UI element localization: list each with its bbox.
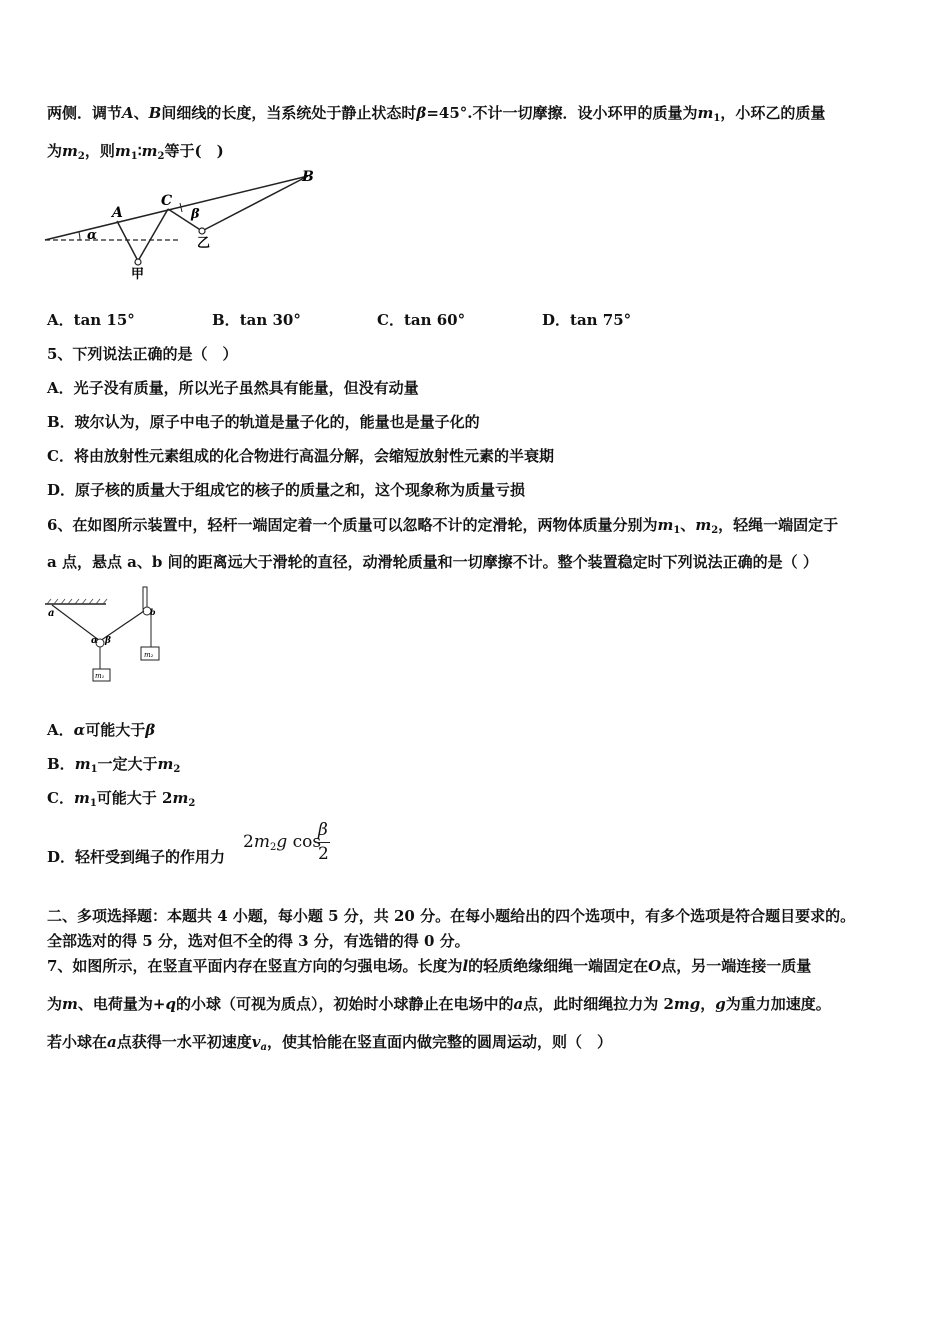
text: 点获得一水平初速度 [116, 1033, 252, 1051]
q6-figure [42, 585, 167, 685]
m-symbol: m [141, 142, 158, 160]
a-symbol: a [513, 995, 524, 1013]
subscript: 2 [711, 525, 719, 536]
ring-jia [135, 259, 141, 265]
text: 间细线的长度，当系统处于静止状态时 [161, 104, 417, 122]
light-rod [143, 587, 147, 609]
point-a: A [122, 104, 134, 122]
g-symbol: g [715, 995, 726, 1013]
label-a: a [48, 608, 55, 619]
subscript: 1 [673, 525, 681, 536]
text: 为 [47, 995, 63, 1013]
text: 一定大于 [97, 755, 158, 773]
label-alpha: α [87, 228, 98, 243]
rope-a-jia [117, 221, 138, 261]
m-symbol: m [62, 142, 78, 160]
text: 可能大于 2 [96, 789, 173, 807]
m-symbol: m [657, 516, 674, 534]
text: ，则 [84, 142, 115, 160]
text: 可能大于 [85, 721, 146, 739]
o-symbol: O [648, 957, 662, 975]
option-text: tan 60° [403, 311, 466, 329]
option-letter: C． [47, 789, 74, 807]
label-beta: β [105, 636, 111, 646]
text: 、 [133, 104, 149, 122]
q6-stem-line-1 [47, 514, 838, 536]
a-symbol: a [107, 1033, 117, 1051]
q5-option-d[interactable]: D．原子核的质量大于组成它的核子的质量之和，这个现象称为质量亏损 [47, 481, 526, 499]
subscript: 1 [713, 113, 721, 124]
text: 6、在如图所示装置中，轻杆一端固定着一个质量可以忽略不计的定滑轮，两物体质量分别为 [47, 516, 658, 534]
subscript: 1 [90, 764, 98, 775]
q6-stem-line-2: a 点，悬点 a、b 间的距离远大于滑轮的直径，动滑轮质量和一切摩擦不计。整个装置稳定时下列说法正确的是（ ） [47, 553, 818, 571]
q4-option-c[interactable] [377, 309, 465, 330]
option-text: D．轻杆受到绳子的作用力 [47, 848, 226, 866]
text: 点，此时细绳拉力为 2 [523, 995, 674, 1013]
q-symbol: q [165, 995, 176, 1013]
text: 等于( ) [164, 142, 224, 160]
text: 、电荷量为+ [77, 995, 166, 1013]
q4-option-b[interactable] [212, 309, 301, 330]
text: ，小环乙的质量 [720, 104, 826, 122]
text: 的轻质绝缘细绳一端固定在 [468, 957, 649, 975]
m-symbol: m [74, 755, 91, 773]
inclined-rod [45, 176, 308, 240]
m-symbol: m [253, 832, 270, 852]
subscript: 2 [188, 798, 196, 809]
rope-yi-b [202, 176, 308, 231]
formula-base [243, 832, 321, 853]
subscript: 2 [269, 842, 277, 853]
q5-option-c[interactable]: C．将由放射性元素组成的化合物进行高温分解，会缩短放射性元素的半衰期 [47, 447, 554, 465]
q6-option-b[interactable] [47, 753, 180, 775]
point-b: B [148, 104, 162, 122]
text: 为 [47, 142, 63, 160]
m-symbol: m [62, 995, 78, 1013]
subscript: 2 [173, 764, 181, 775]
m-symbol: m [697, 104, 714, 122]
q6-option-c[interactable] [47, 787, 195, 809]
q4-option-d[interactable] [542, 309, 631, 330]
text: =45°.不计一切摩擦．设小环甲的质量为 [426, 104, 698, 122]
q6-option-a[interactable] [47, 719, 155, 740]
label-b: B [302, 169, 314, 185]
label-yi: 乙 [197, 236, 211, 251]
fraction-numerator: β [318, 820, 328, 840]
option-letter: A． [47, 721, 74, 739]
text: ，轻绳一端固定于 [718, 516, 839, 534]
fraction-denominator: 2 [318, 844, 329, 864]
q4-option-a[interactable] [47, 309, 135, 330]
m-symbol: m [114, 142, 131, 160]
subscript: 2 [77, 151, 85, 162]
section2-heading-line-1: 二、多项选择题：本题共 4 小题，每小题 5 分，共 20 分。在每小题给出的四个选项中，有多个选项是符合题目要求的。 [47, 907, 856, 925]
q5-stem: 5、下列说法正确的是（ ） [47, 345, 238, 363]
g-symbol: g [276, 832, 288, 852]
text: 若小球在 [47, 1033, 108, 1051]
q6-option-d[interactable] [47, 846, 225, 867]
section2-heading-line-2: 全部选对的得 5 分，选对但不全的得 3 分，有选错的得 0 分。 [47, 932, 470, 950]
q7-stem-line-1 [47, 955, 811, 976]
text: 两侧．调节 [47, 104, 123, 122]
alpha-symbol: α [73, 721, 86, 739]
text: 点，另一端连接一质量 [661, 957, 812, 975]
option-letter: A． [47, 311, 74, 329]
text: ∶ [137, 142, 142, 160]
option-text: tan 15° [73, 311, 135, 329]
text: 2 [243, 832, 254, 852]
label-a: A [112, 205, 123, 221]
q5-option-a[interactable]: A．光子没有质量，所以光子虽然具有能量，但没有动量 [47, 379, 419, 397]
subscript: 2 [157, 151, 165, 162]
cos-text: cos [292, 832, 322, 852]
text: ，使其恰能在竖直面内做完整的圆周运动，则（ ） [266, 1033, 612, 1051]
text: 、 [680, 516, 696, 534]
option-letter: B． [47, 755, 75, 773]
label-m1: m₁ [95, 672, 105, 680]
fraction-bar [315, 842, 330, 843]
text: 7、如图所示，在竖直平面内存在竖直方向的匀强电场。长度为 [47, 957, 463, 975]
subscript: 1 [130, 151, 138, 162]
option-letter: C． [377, 311, 404, 329]
option-letter: B． [212, 311, 240, 329]
q7-stem-line-2 [47, 993, 831, 1014]
q4-stem-line-1 [47, 102, 825, 124]
m-symbol: m [73, 789, 90, 807]
q4-stem-line-2 [47, 140, 224, 162]
option-letter: D． [542, 311, 571, 329]
ring-yi [199, 228, 205, 234]
m-symbol: m [695, 516, 712, 534]
beta-symbol: β [416, 104, 427, 122]
option-text: tan 30° [239, 311, 301, 329]
option-text: tan 75° [570, 311, 632, 329]
label-beta: β [191, 207, 200, 222]
m-symbol: m [157, 755, 174, 773]
subscript: a [260, 1042, 267, 1053]
mg-symbol: mg [673, 995, 701, 1013]
beta-symbol: β [145, 721, 156, 739]
label-c: C [161, 193, 173, 209]
alpha-arc [79, 232, 80, 240]
l-symbol: l [462, 957, 469, 975]
label-b: b [150, 607, 156, 617]
label-m2: m₂ [144, 651, 154, 659]
q4-figure [40, 165, 330, 285]
label-jia: 甲 [131, 267, 145, 282]
q5-option-b[interactable]: B．玻尔认为，原子中电子的轨道是量子化的，能量也是量子化的 [47, 413, 480, 431]
subscript: 1 [89, 798, 97, 809]
text: 的小球（可视为质点），初始时小球静止在电场中的 [175, 995, 514, 1013]
q7-stem-line-3 [47, 1031, 612, 1053]
label-alpha: α [91, 636, 98, 646]
v-symbol: v [251, 1033, 261, 1051]
m-symbol: m [172, 789, 189, 807]
text: ， [700, 995, 716, 1013]
text: 为重力加速度。 [725, 995, 831, 1013]
